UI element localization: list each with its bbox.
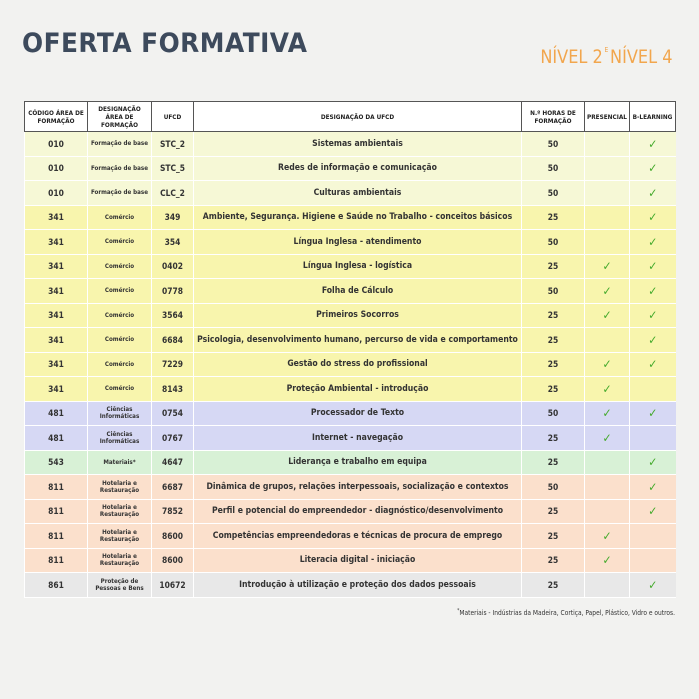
cell-ufcd: 349 bbox=[152, 205, 194, 230]
check-icon-blearning bbox=[630, 548, 676, 573]
cell-code: 010 bbox=[25, 181, 88, 206]
cell-area: Hotelaria e Restauração bbox=[88, 475, 152, 500]
cell-area: Ciências Informáticas bbox=[88, 426, 152, 451]
table-row bbox=[25, 303, 676, 328]
check-icon-presencial bbox=[585, 205, 630, 230]
cell-designation: Gestão do stress do profissional bbox=[194, 352, 522, 377]
table-row bbox=[25, 401, 676, 426]
check-icon-presencial: ✓ bbox=[585, 426, 630, 451]
cell-code: 811 bbox=[25, 548, 88, 573]
table-row bbox=[25, 475, 676, 500]
table-row bbox=[25, 426, 676, 451]
check-icon-blearning: ✓ bbox=[630, 205, 676, 230]
check-icon-blearning: ✓ bbox=[630, 156, 676, 181]
cell-area: Comércio bbox=[88, 254, 152, 279]
table-header-row bbox=[25, 102, 676, 132]
cell-ufcd: 8143 bbox=[152, 377, 194, 402]
table-row bbox=[25, 132, 676, 157]
cell-ufcd: 8600 bbox=[152, 524, 194, 549]
cell-designation: Língua Inglesa - logística bbox=[194, 254, 522, 279]
cell-area: Comércio bbox=[88, 377, 152, 402]
check-icon-blearning: ✓ bbox=[630, 254, 676, 279]
level-connector: E bbox=[605, 46, 609, 54]
cell-code: 811 bbox=[25, 475, 88, 500]
page-title: OFERTA FORMATIVA bbox=[22, 28, 308, 59]
cell-designation: Primeiros Socorros bbox=[194, 303, 522, 328]
level-first: NÍVEL 2 bbox=[540, 46, 604, 68]
check-icon-blearning: ✓ bbox=[630, 499, 676, 524]
cell-designation: Ambiente, Segurança. Higiene e Saúde no Trabalho - conceitos básicos bbox=[194, 205, 522, 230]
check-icon-blearning: ✓ bbox=[630, 181, 676, 206]
level-heading bbox=[541, 46, 673, 68]
check-icon-presencial: ✓ bbox=[585, 548, 630, 573]
table-row bbox=[25, 573, 676, 598]
cell-code: 481 bbox=[25, 401, 88, 426]
cell-area: Comércio bbox=[88, 352, 152, 377]
cell-ufcd: STC_2 bbox=[152, 132, 194, 157]
cell-hours: 25 bbox=[522, 548, 585, 573]
check-icon-presencial: ✓ bbox=[585, 377, 630, 402]
cell-designation: Dinâmica de grupos, relações interpessoais, socialização e contextos bbox=[194, 475, 522, 500]
cell-ufcd: 7229 bbox=[152, 352, 194, 377]
cell-area: Ciências Informáticas bbox=[88, 401, 152, 426]
check-icon-blearning: ✓ bbox=[630, 401, 676, 426]
cell-designation: Literacia digital - iniciação bbox=[194, 548, 522, 573]
check-icon-blearning: ✓ bbox=[630, 328, 676, 353]
cell-designation: Redes de informação e comunicação bbox=[194, 156, 522, 181]
table-row bbox=[25, 181, 676, 206]
check-icon-blearning bbox=[630, 524, 676, 549]
check-icon-presencial bbox=[585, 499, 630, 524]
cell-hours: 50 bbox=[522, 475, 585, 500]
table-row bbox=[25, 450, 676, 475]
cell-area: Comércio bbox=[88, 303, 152, 328]
cell-hours: 50 bbox=[522, 401, 585, 426]
cell-ufcd: 10672 bbox=[152, 573, 194, 598]
cell-area: Formação de base bbox=[88, 181, 152, 206]
table-row bbox=[25, 524, 676, 549]
cell-code: 341 bbox=[25, 303, 88, 328]
table-row bbox=[25, 499, 676, 524]
cell-ufcd: 0754 bbox=[152, 401, 194, 426]
cell-designation: Língua Inglesa - atendimento bbox=[194, 230, 522, 255]
cell-hours: 50 bbox=[522, 132, 585, 157]
col-header-area: DESIGNAÇÃO ÁREA DE FORMAÇÃO bbox=[88, 102, 152, 132]
cell-hours: 50 bbox=[522, 156, 585, 181]
check-icon-presencial: ✓ bbox=[585, 524, 630, 549]
cell-code: 543 bbox=[25, 450, 88, 475]
cell-area: Comércio bbox=[88, 328, 152, 353]
cell-area: Hotelaria e Restauração bbox=[88, 499, 152, 524]
cell-code: 341 bbox=[25, 328, 88, 353]
check-icon-blearning: ✓ bbox=[630, 352, 676, 377]
check-icon-presencial bbox=[585, 475, 630, 500]
level-second: NÍVEL 4 bbox=[610, 46, 673, 68]
cell-ufcd: 6684 bbox=[152, 328, 194, 353]
cell-designation: Liderança e trabalho em equipa bbox=[194, 450, 522, 475]
col-header-codigo: CÓDIGO ÁREA DE FORMAÇÃO bbox=[25, 102, 88, 132]
table-row bbox=[25, 156, 676, 181]
table-row bbox=[25, 230, 676, 255]
cell-code: 341 bbox=[25, 279, 88, 304]
cell-ufcd: 0767 bbox=[152, 426, 194, 451]
cell-ufcd: 4647 bbox=[152, 450, 194, 475]
cell-designation: Processador de Texto bbox=[194, 401, 522, 426]
footnote bbox=[457, 608, 675, 617]
cell-hours: 25 bbox=[522, 573, 585, 598]
cell-area: Hotelaria e Restauração bbox=[88, 548, 152, 573]
cell-area: Hotelaria e Restauração bbox=[88, 524, 152, 549]
cell-code: 341 bbox=[25, 230, 88, 255]
check-icon-blearning: ✓ bbox=[630, 450, 676, 475]
cell-ufcd: CLC_2 bbox=[152, 181, 194, 206]
cell-ufcd: 354 bbox=[152, 230, 194, 255]
cell-code: 341 bbox=[25, 254, 88, 279]
cell-hours: 25 bbox=[522, 254, 585, 279]
cell-hours: 25 bbox=[522, 426, 585, 451]
check-icon-blearning: ✓ bbox=[630, 279, 676, 304]
cell-area: Proteção de Pessoas e Bens bbox=[88, 573, 152, 598]
cell-code: 481 bbox=[25, 426, 88, 451]
check-icon-presencial: ✓ bbox=[585, 401, 630, 426]
cell-ufcd: 0402 bbox=[152, 254, 194, 279]
check-icon-blearning: ✓ bbox=[630, 475, 676, 500]
table-row bbox=[25, 254, 676, 279]
cell-designation: Perfil e potencial do empreendedor - diagnóstico/desenvolvimento bbox=[194, 499, 522, 524]
cell-hours: 25 bbox=[522, 524, 585, 549]
cell-area: Comércio bbox=[88, 279, 152, 304]
cell-hours: 50 bbox=[522, 279, 585, 304]
check-icon-blearning: ✓ bbox=[630, 132, 676, 157]
table-row bbox=[25, 352, 676, 377]
cell-designation: Competências empreendedoras e técnicas de procura de emprego bbox=[194, 524, 522, 549]
cell-ufcd: STC_5 bbox=[152, 156, 194, 181]
cell-designation: Culturas ambientais bbox=[194, 181, 522, 206]
cell-hours: 25 bbox=[522, 499, 585, 524]
cell-code: 341 bbox=[25, 352, 88, 377]
check-icon-presencial bbox=[585, 328, 630, 353]
cell-designation: Internet - navegação bbox=[194, 426, 522, 451]
col-header-presencial: PRESENCIAL bbox=[585, 102, 630, 132]
table-row bbox=[25, 328, 676, 353]
cell-code: 341 bbox=[25, 205, 88, 230]
cell-hours: 25 bbox=[522, 450, 585, 475]
courses-table bbox=[24, 101, 676, 598]
table-row bbox=[25, 548, 676, 573]
check-icon-presencial: ✓ bbox=[585, 352, 630, 377]
cell-hours: 50 bbox=[522, 230, 585, 255]
cell-ufcd: 6687 bbox=[152, 475, 194, 500]
check-icon-presencial bbox=[585, 181, 630, 206]
cell-ufcd: 8600 bbox=[152, 548, 194, 573]
cell-area: Materiais* bbox=[88, 450, 152, 475]
col-header-ufcd: UFCD bbox=[152, 102, 194, 132]
cell-area: Comércio bbox=[88, 205, 152, 230]
check-icon-blearning: ✓ bbox=[630, 573, 676, 598]
cell-designation: Proteção Ambiental - introdução bbox=[194, 377, 522, 402]
cell-ufcd: 0778 bbox=[152, 279, 194, 304]
check-icon-presencial: ✓ bbox=[585, 303, 630, 328]
cell-designation: Psicologia, desenvolvimento humano, percurso de vida e comportamento bbox=[194, 328, 522, 353]
cell-area: Formação de base bbox=[88, 132, 152, 157]
cell-code: 811 bbox=[25, 524, 88, 549]
col-header-blearning: B-LEARNING bbox=[630, 102, 676, 132]
cell-area: Formação de base bbox=[88, 156, 152, 181]
footnote-text: Materiais - Indústrias da Madeira, Cortiça, Papel, Plástico, Vidro e outros. bbox=[459, 609, 675, 618]
cell-code: 811 bbox=[25, 499, 88, 524]
cell-code: 010 bbox=[25, 156, 88, 181]
cell-designation: Folha de Cálculo bbox=[194, 279, 522, 304]
check-icon-presencial: ✓ bbox=[585, 279, 630, 304]
check-icon-presencial bbox=[585, 450, 630, 475]
cell-hours: 25 bbox=[522, 303, 585, 328]
footnote-mark: * bbox=[457, 608, 460, 614]
cell-designation: Sistemas ambientais bbox=[194, 132, 522, 157]
cell-hours: 25 bbox=[522, 328, 585, 353]
cell-code: 010 bbox=[25, 132, 88, 157]
check-icon-blearning bbox=[630, 377, 676, 402]
cell-code: 861 bbox=[25, 573, 88, 598]
cell-hours: 25 bbox=[522, 377, 585, 402]
table-row bbox=[25, 205, 676, 230]
table-row bbox=[25, 377, 676, 402]
check-icon-presencial bbox=[585, 156, 630, 181]
check-icon-presencial bbox=[585, 132, 630, 157]
cell-hours: 25 bbox=[522, 352, 585, 377]
cell-ufcd: 7852 bbox=[152, 499, 194, 524]
table-row bbox=[25, 279, 676, 304]
cell-designation: Introdução à utilização e proteção dos dados pessoais bbox=[194, 573, 522, 598]
check-icon-presencial bbox=[585, 573, 630, 598]
cell-hours: 50 bbox=[522, 181, 585, 206]
check-icon-presencial bbox=[585, 230, 630, 255]
cell-code: 341 bbox=[25, 377, 88, 402]
cell-area: Comércio bbox=[88, 230, 152, 255]
table-body bbox=[25, 132, 676, 598]
check-icon-presencial: ✓ bbox=[585, 254, 630, 279]
col-header-horas: N.º HORAS DE FORMAÇÃO bbox=[522, 102, 585, 132]
cell-hours: 25 bbox=[522, 205, 585, 230]
check-icon-blearning bbox=[630, 426, 676, 451]
cell-ufcd: 3564 bbox=[152, 303, 194, 328]
check-icon-blearning: ✓ bbox=[630, 303, 676, 328]
check-icon-blearning: ✓ bbox=[630, 230, 676, 255]
col-header-designacao: DESIGNAÇÃO DA UFCD bbox=[194, 102, 522, 132]
